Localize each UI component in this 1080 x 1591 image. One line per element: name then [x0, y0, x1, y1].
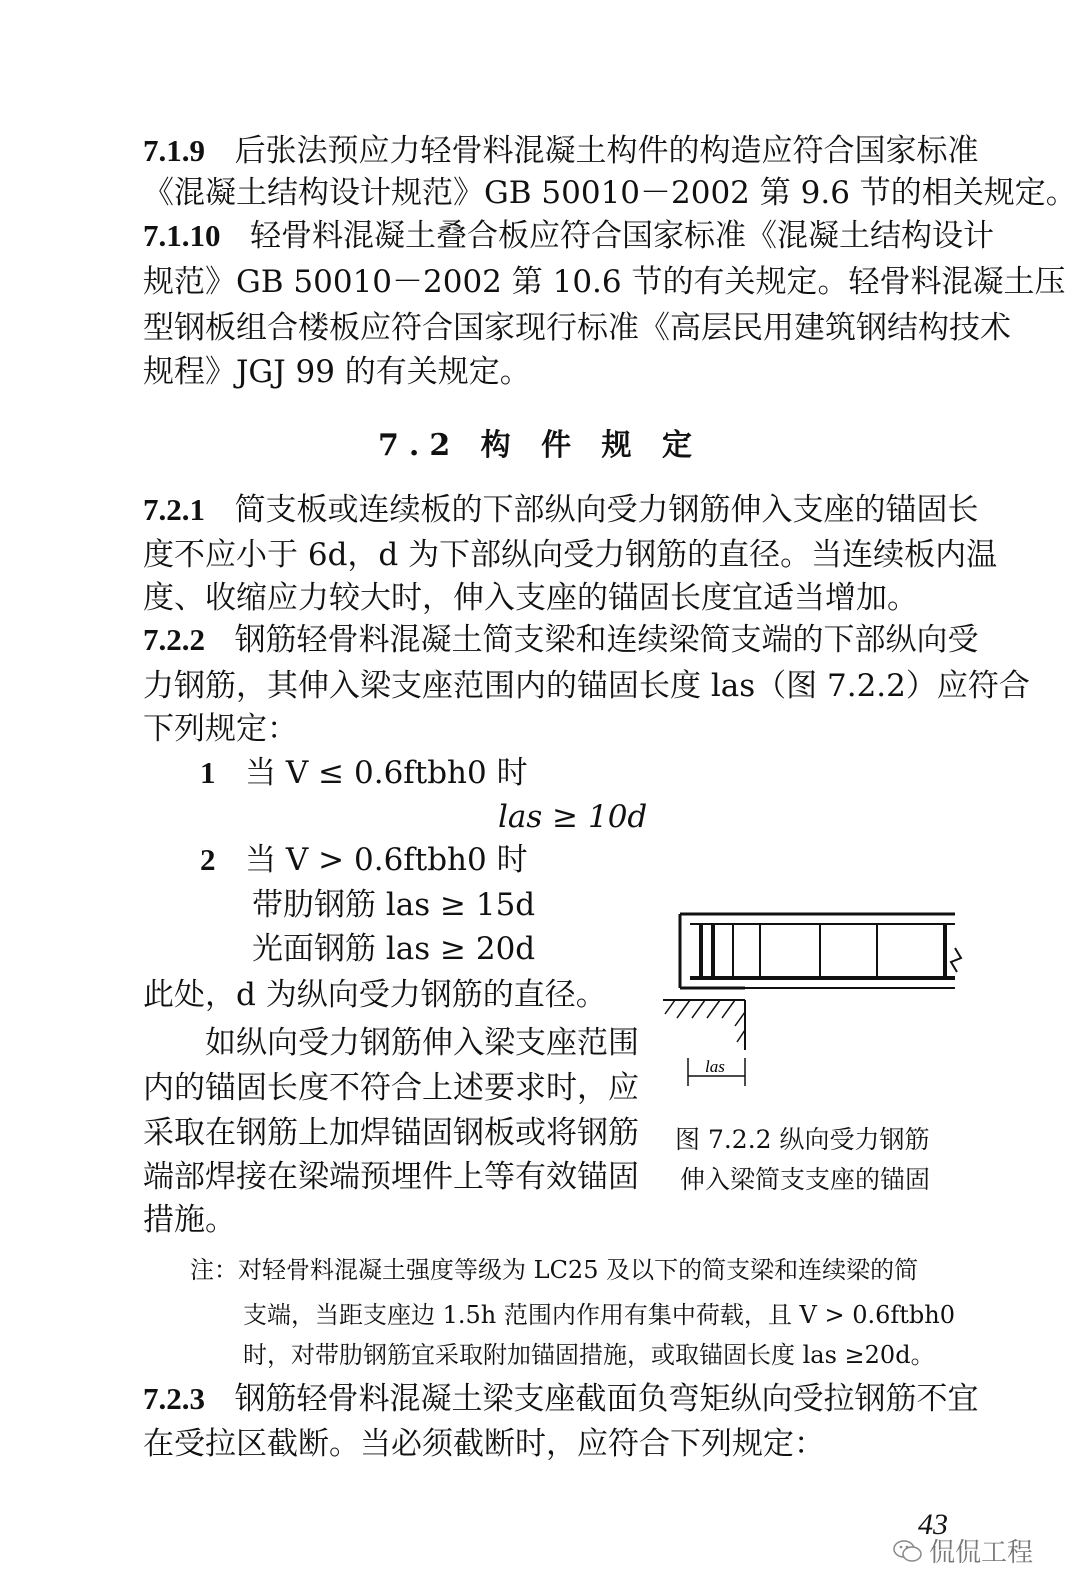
text-line: 端部焊接在梁端预埋件上等有效锚固 — [143, 1159, 639, 1195]
hatch — [677, 1000, 690, 1018]
text-line: 此处，d 为纵向受力钢筋的直径。 — [143, 977, 607, 1013]
clause-text: 钢筋轻骨料混凝土简支梁和连续梁简支端的下部纵向受 — [234, 622, 979, 658]
formula-1: las ≥ 10d — [498, 799, 648, 835]
condition-number: 1 — [200, 755, 216, 790]
text-line: 度、收缩应力较大时，伸入支座的锚固长度宜适当增加。 — [143, 580, 918, 616]
hatch — [737, 1030, 745, 1042]
condition-2 — [200, 840, 528, 880]
text-line: 力钢筋，其伸入梁支座范围内的锚固长度 las（图 7.2.2）应符合 — [143, 668, 1030, 704]
watermark — [893, 1532, 1033, 1569]
figure-caption-line-1: 图 7.2.2 纵向受力钢筋 — [675, 1125, 930, 1154]
clause-text: 钢筋轻骨料混凝土梁支座截面负弯矩纵向受拉钢筋不宜 — [234, 1381, 979, 1417]
note-line: 时，对带肋钢筋宜采取附加锚固措施，或取锚固长度 las ≥20d。 — [243, 1341, 935, 1369]
clause-number: 7.1.9 — [143, 133, 205, 168]
text-line: 下列规定： — [143, 711, 298, 747]
clause-7-1-9 — [143, 131, 979, 171]
hatch — [707, 1000, 720, 1018]
text-line: 如纵向受力钢筋伸入梁支座范围 — [205, 1025, 639, 1061]
clause-7-2-3 — [143, 1379, 979, 1419]
clause-7-1-10 — [143, 216, 994, 256]
text-line: 规范》GB 50010－2002 第 10.6 节的有关规定。轻骨料混凝土压 — [143, 264, 1066, 300]
break-mark — [951, 948, 961, 972]
condition-text: 当 V > 0.6ftbh0 时 — [245, 842, 528, 878]
watermark-text: 侃侃工程 — [929, 1538, 1034, 1568]
clause-text: 后张法预应力轻骨料混凝土构件的构造应符合国家标准 — [234, 133, 979, 169]
clause-text: 简支板或连续板的下部纵向受力钢筋伸入支座的锚固长 — [234, 492, 979, 528]
clause-number: 7.1.10 — [143, 218, 221, 253]
hatch — [735, 1012, 745, 1026]
formula-2: 带肋钢筋 las ≥ 15d — [252, 887, 536, 923]
condition-number: 2 — [200, 842, 216, 877]
page-number: 43 — [918, 1508, 948, 1541]
condition-text: 当 V ≤ 0.6ftbh0 时 — [245, 755, 528, 791]
text-line: 度不应小于 6d，d 为下部纵向受力钢筋的直径。当连续板内温 — [143, 537, 998, 573]
figure-caption-line-2: 伸入梁简支支座的锚固 — [680, 1165, 931, 1194]
text-line: 采取在钢筋上加焊锚固钢板或将钢筋 — [143, 1115, 639, 1151]
clause-number: 7.2.2 — [143, 622, 205, 657]
hatch — [692, 1000, 705, 1018]
condition-1 — [200, 753, 528, 793]
text-line: 规程》JGJ 99 的有关规定。 — [143, 354, 531, 390]
text-line: 《混凝土结构设计规范》GB 50010－2002 第 9.6 节的相关规定。 — [143, 175, 1077, 211]
text-line: 在受拉区截断。当必须截断时，应符合下列规定： — [143, 1426, 825, 1462]
beam-anchorage-figure — [655, 900, 975, 1100]
clause-7-2-1 — [143, 490, 979, 530]
formula-3: 光面钢筋 las ≥ 20d — [252, 931, 536, 967]
text-line: 内的锚固长度不符合上述要求时，应 — [143, 1070, 639, 1106]
wechat-icon — [893, 1538, 923, 1564]
clause-number: 7.2.1 — [143, 492, 205, 527]
clause-number: 7.2.3 — [143, 1381, 205, 1416]
hatch — [665, 1000, 675, 1014]
text-line: 措施。 — [143, 1202, 236, 1238]
section-heading: 7.2 构 件 规 定 — [378, 428, 702, 463]
clause-7-2-2 — [143, 620, 979, 660]
dimension-label: las — [705, 1057, 725, 1076]
note-line: 支端，当距支座边 1.5h 范围内作用有集中荷载，且 V > 0.6ftbh0 — [243, 1301, 955, 1329]
note-line: 注：对轻骨料混凝土强度等级为 LC25 及以下的简支梁和连续梁的简 — [190, 1256, 919, 1284]
clause-text: 轻骨料混凝土叠合板应符合国家标准《混凝土结构设计 — [250, 218, 995, 254]
text-line: 型钢板组合楼板应符合国家现行标准《高层民用建筑钢结构技术 — [143, 310, 1011, 346]
hatch — [722, 1000, 735, 1018]
